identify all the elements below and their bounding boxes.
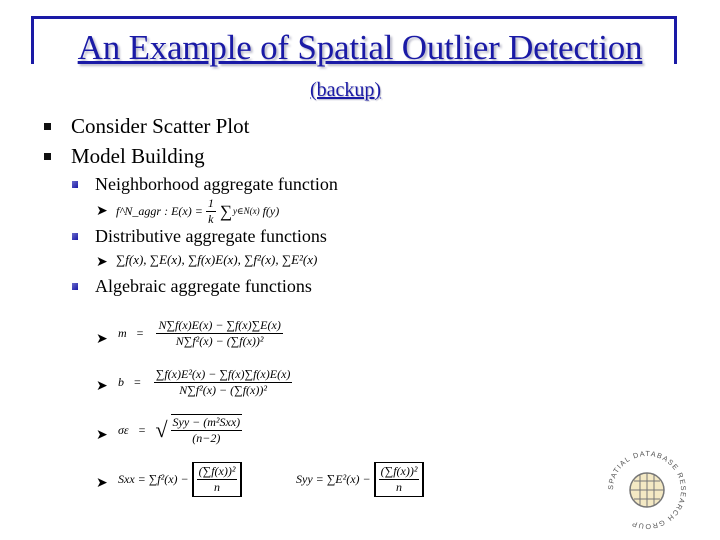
arrow-bullet-icon: ➤	[96, 331, 108, 347]
sub-bullet-text: Neighborhood aggregate function	[95, 174, 338, 194]
fraction	[206, 196, 216, 227]
formula-syy	[296, 462, 427, 497]
formula-b	[118, 367, 295, 398]
fraction-denominator: n	[396, 480, 403, 494]
formula-sxx	[118, 462, 245, 497]
fraction-denominator: N∑f²(x) − (∑f(x))²	[175, 334, 264, 348]
sub-bullet-neighborhood	[72, 174, 338, 195]
formula-label: b	[118, 375, 124, 389]
fraction-denominator: n	[214, 480, 221, 494]
sub-bullet-text: Distributive aggregate functions	[95, 226, 327, 246]
fraction-numerator: 1	[207, 196, 214, 210]
arrow-bullet-icon: ➤	[96, 427, 108, 443]
bullet-text: Model Building	[71, 144, 205, 168]
fraction-numerator: (∑f(x))²	[198, 464, 236, 478]
arrow-bullet-icon: ➤	[96, 254, 108, 270]
sub-bullet-icon	[72, 283, 78, 290]
bullet-model-building	[44, 144, 205, 169]
equals-sign: =	[138, 422, 146, 437]
sum-symbol: ∑	[219, 201, 232, 221]
bullet-text: Consider Scatter Plot	[71, 114, 250, 138]
fraction-denominator: N∑f²(x) − (∑f(x))²	[179, 383, 267, 397]
fraction-numerator: ∑f(x)E²(x) − ∑f(x)∑f(x)E(x)	[155, 367, 291, 381]
fraction-numerator: N∑f(x)E(x) − ∑f(x)∑E(x)	[158, 318, 281, 332]
formula-m	[118, 318, 286, 349]
arrow-bullet-icon: ➤	[96, 475, 108, 491]
sub-bullet-icon	[72, 181, 78, 188]
formula-rhs: f(y)	[262, 204, 280, 218]
slide-subtitle: (backup)	[310, 79, 382, 101]
formula-lhs: f^N_aggr : E(x) =	[116, 204, 203, 218]
arrow-bullet-icon: ➤	[96, 203, 108, 219]
arrow-bullet-icon: ➤	[96, 378, 108, 394]
sub-bullet-icon	[72, 233, 78, 240]
equals-sign: =	[134, 375, 141, 389]
sub-bullet-distributive	[72, 226, 327, 247]
sqrt-symbol: √	[155, 417, 168, 442]
formula-distributive: ∑f(x), ∑E(x), ∑f(x)E(x), ∑f²(x), ∑E²(x)	[116, 252, 318, 267]
formula-lhs: Syy = ∑E²(x) −	[296, 472, 371, 486]
formula-label: σε	[118, 422, 129, 437]
formula-neighborhood	[116, 196, 279, 227]
fraction	[374, 462, 425, 497]
fraction	[154, 367, 293, 398]
sub-bullet-text: Algebraic aggregate functions	[95, 276, 312, 296]
sub-bullet-algebraic	[72, 276, 312, 297]
bullet-scatter-plot	[44, 114, 249, 139]
fraction	[156, 318, 282, 349]
research-group-logo	[602, 445, 692, 535]
fraction-numerator: Syy − (m²Sxx)	[172, 415, 241, 429]
formula-lhs: Sxx = ∑f²(x) −	[118, 472, 189, 486]
logo-text: SPATIAL DATABASE RESEARCH GROUP	[605, 448, 689, 532]
fraction-numerator: (∑f(x))²	[380, 464, 418, 478]
formula-label: m	[118, 326, 127, 340]
bullet-square-icon	[44, 153, 51, 160]
sum-subscript: y∈N(x)	[232, 206, 260, 216]
equals-sign: =	[136, 326, 144, 340]
fraction	[192, 462, 243, 497]
fraction-denominator: k	[208, 212, 214, 226]
fraction	[171, 414, 243, 446]
slide-title: An Example of Spatial Outlier Detection	[77, 28, 643, 67]
formula-sigma	[118, 414, 245, 446]
fraction-denominator: (n−2)	[192, 431, 221, 445]
bullet-square-icon	[44, 123, 51, 130]
